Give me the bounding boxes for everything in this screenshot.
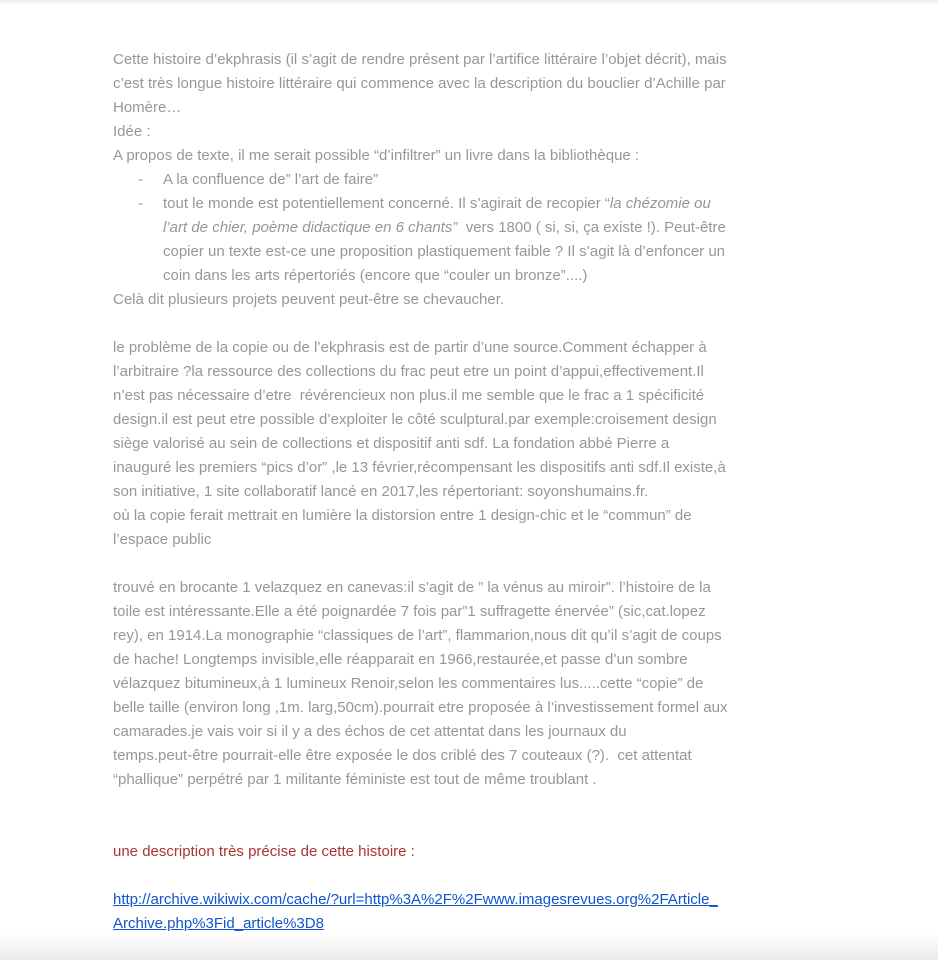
text-segment: toile est intéressante.Elle a été poignardée 7 fois par”1 suffragette énervée” (sic,cat.lopez (113, 603, 706, 620)
text-line (113, 528, 829, 552)
text-segment: vers 1800 ( si, si, ça existe !). Peut-être (457, 219, 726, 236)
text-segment: une description très précise de cette histoire : (113, 843, 415, 860)
text-segment: belle taille (environ long ,1m. larg,50cm).pourrait etre proposée à l’investissement formel aux (113, 699, 728, 716)
text-line (113, 744, 829, 768)
text-line (113, 264, 829, 288)
text-line (113, 48, 829, 72)
text-segment: Homère… (113, 99, 182, 116)
blank-line (113, 312, 829, 336)
text-segment: Idée : (113, 123, 151, 140)
text-segment: rey), en 1914.La monographie “classiques de l’art”, flammarion,nous dit qu’il s’agit de coups (113, 627, 722, 644)
text-segment: temps.peut-être pourrait-elle être exposée le dos criblé des 7 couteaux (?). cet attentat (113, 747, 692, 764)
text-line (113, 672, 829, 696)
link-line (113, 912, 829, 936)
archive-link[interactable]: Archive.php%3Fid_article%3D8 (113, 915, 324, 932)
text-segment: tout le monde est potentiellement concerné. Il s’agirait de recopier “ (163, 195, 610, 212)
text-segment: de hache! Longtemps invisible,elle réapparait en 1966,restaurée,et passe d’un sombre (113, 651, 688, 668)
link-line (113, 888, 829, 912)
blank-line (113, 864, 829, 888)
text-segment: le problème de la copie ou de l’ekphrasis est de partir d’une source.Comment échapper à (113, 339, 707, 356)
text-segment: A propos de texte, il me serait possible “d’infiltrer” un livre dans la bibliothèque : (113, 147, 640, 164)
text-segment: trouvé en brocante 1 velazquez en canevas:il s’agit de ” la vénus au miroir”. l’histoire de la (113, 579, 711, 596)
italic-text-segment: l’art de chier, poème didactique en 6 chants” (163, 219, 458, 236)
text-line (113, 72, 829, 96)
text-segment: vélazquez bitumineux,à 1 lumineux Renoir,selon les commentaires lus.....cette “copie” de (113, 675, 704, 692)
text-line (113, 216, 829, 240)
text-line (113, 624, 829, 648)
italic-text-segment: la chézomie ou (609, 195, 711, 212)
text-segment: coin dans les arts répertoriés (encore que “couler un bronze”....) (163, 267, 588, 284)
page-top-edge (0, 0, 938, 5)
text-line (113, 144, 829, 168)
text-segment: “phallique” perpétré par 1 militante féministe est tout de même troublant . (113, 771, 597, 788)
text-line (113, 96, 829, 120)
text-segment: c’est très longue histoire littéraire qui commence avec la description du bouclier d’Achille par (113, 75, 726, 92)
page-bottom-edge (0, 934, 938, 960)
text-line (113, 408, 829, 432)
text-segment: camarades.je vais voir si il y a des échos de cet attentat dans les journaux du (113, 723, 627, 740)
text-line (113, 720, 829, 744)
blank-line (113, 792, 829, 816)
text-line (113, 600, 829, 624)
red-heading-line (113, 840, 829, 864)
text-segment: A la confluence de” l’art de faire” (163, 171, 379, 188)
text-line (113, 696, 829, 720)
text-segment: design.il est peut etre possible d’exploiter le côté sculptural.par exemple:croisement design (113, 411, 717, 428)
text-segment: où la copie ferait mettrait en lumière la distorsion entre 1 design-chic et le “commun” de (113, 507, 692, 524)
text-line (113, 240, 829, 264)
blank-line (113, 552, 829, 576)
text-segment: Celà dit plusieurs projets peuvent peut-être se chevaucher. (113, 291, 505, 308)
text-line (113, 384, 829, 408)
text-line (113, 120, 829, 144)
text-segment: Cette histoire d’ekphrasis (il s’agit de rendre présent par l’artifice littéraire l’objet décrit), mais (113, 51, 727, 68)
text-segment: l’espace public (113, 531, 212, 548)
list-dash-marker: - (138, 171, 143, 188)
text-line (113, 768, 829, 792)
text-segment: copier un texte est-ce une proposition plastiquement faible ? Il s’agit là d’enfoncer un (163, 243, 726, 260)
text-line (113, 648, 829, 672)
text-segment: son initiative, 1 site collaboratif lancé en 2017,les répertoriant: soyonshumains.fr. (113, 483, 649, 500)
text-line (113, 456, 829, 480)
text-line (113, 576, 829, 600)
document-text (113, 48, 829, 936)
text-segment: n’est pas nécessaire d’etre révérencieux non plus.il me semble que le frac a 1 spécificité (113, 387, 705, 404)
text-segment: inauguré les premiers “pics d’or” ,le 13 février,récompensant les dispositifs anti sdf.Il existe,à (113, 459, 726, 476)
list-dash-marker: - (138, 195, 143, 212)
text-line (113, 432, 829, 456)
text-segment: siège valorisé au sein de collections et dispositif anti sdf. La fondation abbé Pierre a (113, 435, 670, 452)
text-line (113, 360, 829, 384)
text-line (113, 288, 829, 312)
text-line (113, 504, 829, 528)
text-line (113, 168, 829, 192)
text-segment: l’arbitraire ?la ressource des collections du frac peut etre un point d’appui,effectivement.Il (113, 363, 704, 380)
text-line (113, 192, 829, 216)
blank-line (113, 816, 829, 840)
archive-link[interactable]: http://archive.wikiwix.com/cache/?url=http%3A%2F%2Fwww.imagesrevues.org%2FArticle_ (113, 891, 718, 908)
text-line (113, 480, 829, 504)
text-line (113, 336, 829, 360)
